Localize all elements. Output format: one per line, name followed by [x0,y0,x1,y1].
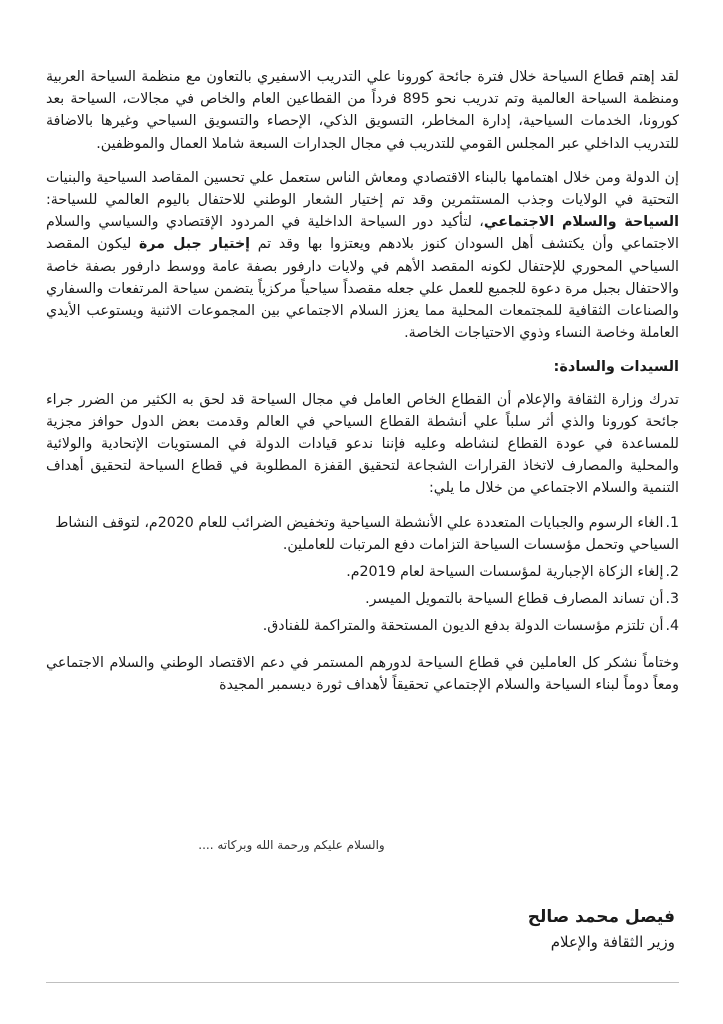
signature-block [528,904,675,954]
paragraph-tourism-day-part-3: ليكون المقصد السياحي المحوري للإحتفال لكونه المقصد الأهم في ولايات دارفور بصفة عامة ووسط دارفور بصفة خاصة والاحتفال بجبل مرة دعوة للجميع للعمل علي جعله مقصداً سياحياً مركزياً يتضمن سياحة المرتفعات والسفاري والصناعات الثقافية للمجتمعات المحلية مما يعزز السلام الاجتماعي بين المجموعات الاثنية ويستوعب الأيدي العاملة وخاصة النساء وذوي الاحتياجات الخاصة. [46,236,679,342]
demand-item [46,588,679,610]
section-heading: السيدات والسادة: [553,359,679,376]
paragraph-tourism-day-part-2: ، لتأكيد دور السياحة الداخلية في المردود الإقتصادي والسياسي والسلام الاجتماعي وأن يكتشف أهل السودان كنوز بلادهم ويعتزوا بها وقد تم [46,214,679,253]
paragraph-tourism-day [46,167,679,345]
demand-number: 2. [665,564,679,581]
demand-text: الغاء الرسوم والجبايات المتعددة علي الأنشطة السياحية وتخفيض الضرائب للعام 2020م، لتوقف النشاط السياحي وتحمل مؤسسات السياحة التزامات دفع المرتبات للعاملين. [55,514,679,553]
demand-number: 4. [665,618,679,635]
demands-list [46,512,679,638]
document-body [46,66,679,696]
slogan-bold: السياحة والسلام الاجتماعي [483,214,679,231]
signatory-name: فيصل محمد صالح [527,907,675,927]
demand-number: 1. [665,514,679,531]
demand-text: إلغاء الزكاة الإجبارية لمؤسسات السياحة لعام 2019م. [346,564,664,581]
paragraph-tourism-day-part-1: إن الدولة ومن خلال اهتمامها بالبناء الاقتصادي ومعاش الناس ستعمل علي تحسين المقاصد السياحية والبنيات التحتية في الولايات وجذب المستثمرين وقد تم إختيار الشعار الوطني للاحتفال باليوم العالمي للسياحة: [46,169,679,209]
signatory-title: وزير الثقافة والإعلام [550,933,675,951]
paragraph-closing: وختاماً نشكر كل العاملين في قطاع السياحة لدورهم المستمر في دعم الاقتصاد الوطني والسلام الاجتماعي ومعاً دوماً لبناء السياحة والسلام الإجتماعي تحقيقاً لأهداف ثورة ديسمبر المجيدة [46,654,679,693]
demand-text: أن تلتزم مؤسسات الدولة بدفع الديون المستحقة والمتراكمة للفنادق. [262,618,664,635]
demand-item [46,512,679,556]
demand-number: 3. [665,591,679,608]
demand-item [46,615,679,637]
paragraph-training: لقد إهتم قطاع السياحة خلال فترة جائحة كورونا علي التدريب الاسفيري بالتعاون مع منظمة السياحة العربية ومنظمة السياحة العالمية وتم تدريب نحو 895 فرداً من القطاعين العام والخاص في مجالات، السياحة بعد كورونا، الخدمات السياحية، إدارة المخاطر، التسويق الذكي، الإحصاء والتسويق السياحي وغيرها بالاضافة للتدريب الداخلي عبر المجلس القومي للتدريب في مجال الجدارات السبعة شاملا العمال والموظفين. [46,69,679,152]
jebel-marra-bold: إختيار جبل مرة [138,236,251,253]
demand-item [46,561,679,583]
footer-divider [46,982,679,983]
paragraph-private-sector: تدرك وزارة الثقافة والإعلام أن القطاع الخاص العامل في مجال السياحة قد لحق به الكثير من الضرر جراء جائحة كورونا والذي أثر سلباً علي أنشطة القطاع السياحي في العالم وقدمت بعض الدول حوافز مجزية للمساعدة في عودة القطاع لنشاطه وعليه فإننا ندعو قيادات الدولة في المستويات الإتحادية والولائية والمحلية والمصارف لاتخاذ القرارات الشجاعة لتحقيق القفزة المطلوبة في قطاع السياحة لتحقيق أهداف التنمية والسلام الاجتماعي من خلال ما يلي: [46,391,679,497]
demand-text: أن تساند المصارف قطاع السياحة بالتمويل الميسر. [365,591,664,608]
salutation: والسلام عليكم ورحمة الله وبركاته .... [198,838,385,852]
